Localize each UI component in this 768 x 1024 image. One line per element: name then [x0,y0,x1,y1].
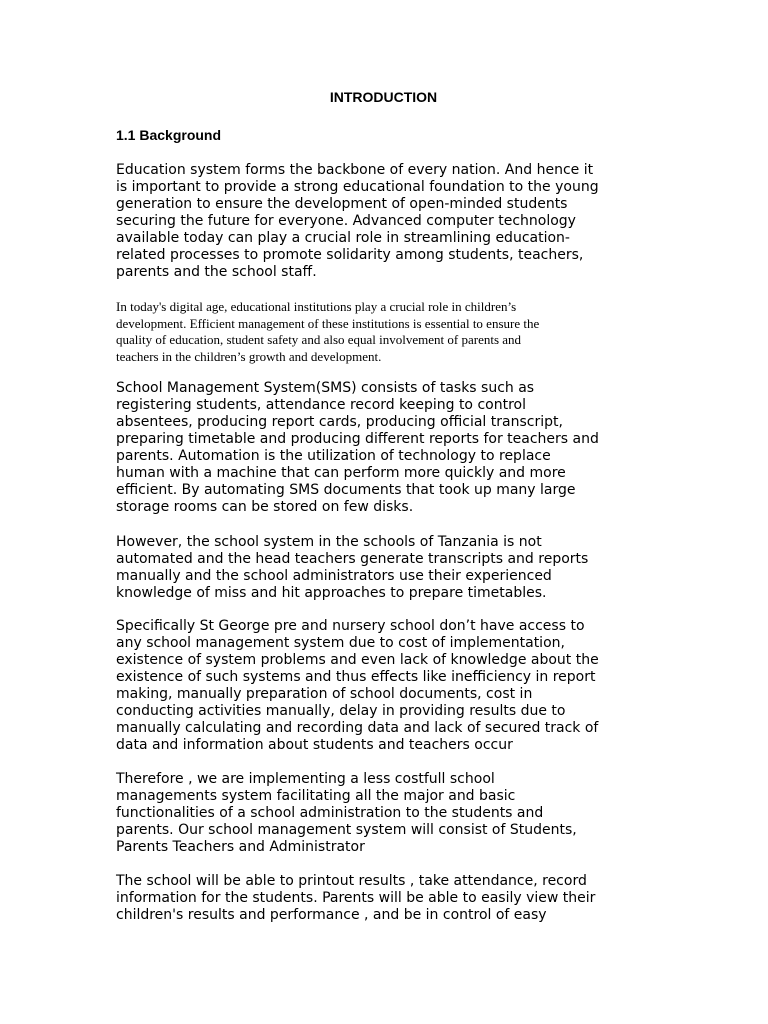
paragraph-line: storage rooms can be stored on few disks. [116,499,414,515]
paragraph-line: parents. Our school management system will consist of Students, [116,822,577,838]
paragraph-4 [116,534,656,602]
paragraph-line: existence of system problems and even lack of knowledge about the [116,652,599,668]
paragraph-line: preparing timetable and producing different reports for teachers and [116,431,599,447]
paragraph-line: In today's digital age, educational institutions play a crucial role in children’s [116,299,517,314]
paragraph-line: existence of such systems and thus effects like inefficiency in report [116,669,596,685]
paragraph-line: conducting activities manually, delay in providing results due to [116,703,566,719]
paragraph-line: absentees, producing report cards, producing official transcript, [116,414,563,430]
paragraph-line: related processes to promote solidarity among students, teachers, [116,247,584,263]
paragraph-line: manually and the school administrators use their experienced [116,568,552,584]
paragraph-7 [116,873,656,924]
paragraph-line: data and information about students and teachers occur [116,737,513,753]
paragraph-line: making, manually preparation of school documents, cost in [116,686,533,702]
paragraph-3 [116,380,656,516]
paragraph-line: Education system forms the backbone of every nation. And hence it [116,162,594,178]
paragraph-6 [116,771,656,856]
paragraph-line: automated and the head teachers generate transcripts and reports [116,551,589,567]
paragraph-1 [116,162,656,281]
paragraph-line: manually calculating and recording data and lack of secured track of [116,720,599,736]
page-title: INTRODUCTION [329,89,438,105]
paragraph-line: is important to provide a strong educational foundation to the young [116,179,599,195]
paragraph-line: However, the school system in the schools of Tanzania is not [116,534,542,550]
paragraph-line: any school management system due to cost of implementation, [116,635,565,651]
paragraph-line: information for the students. Parents will be able to easily view their [116,890,596,906]
paragraph-2 [116,299,656,365]
paragraph-line: efficient. By automating SMS documents that took up many large [116,482,576,498]
paragraph-line: securing the future for everyone. Advanced computer technology [116,213,576,229]
paragraph-line: Specifically St George pre and nursery school don’t have access to [116,618,585,634]
paragraph-line: available today can play a crucial role in streamlining education- [116,230,570,246]
paragraph-line: generation to ensure the development of open-minded students [116,196,568,212]
paragraph-line: functionalities of a school administration to the students and [116,805,544,821]
paragraph-line: School Management System(SMS) consists of tasks such as [116,380,535,396]
paragraph-line: development. Efficient management of these institutions is essential to ensure the [116,315,540,331]
paragraph-line: Therefore , we are implementing a less costfull school [116,771,495,787]
paragraph-line: The school will be able to printout results , take attendance, record [116,873,587,889]
paragraph-line: managements system facilitating all the major and basic [116,788,516,804]
paragraph-line: parents and the school staff. [116,264,317,280]
paragraph-line: Parents Teachers and Administrator [116,839,365,855]
paragraph-line: human with a machine that can perform more quickly and more [116,465,566,481]
paragraph-line: children's results and performance , and be in control of easy [116,907,547,923]
paragraph-line: knowledge of miss and hit approaches to prepare timetables. [116,585,547,601]
paragraph-line: quality of education, student safety and also equal involvement of parents and [116,332,522,347]
paragraph-5 [116,618,656,754]
paragraph-line: parents. Automation is the utilization of technology to replace [116,448,551,464]
paragraph-line: teachers in the children’s growth and development. [116,348,382,364]
paragraph-line: registering students, attendance record keeping to control [116,397,526,413]
section-heading: 1.1 Background [116,127,222,143]
